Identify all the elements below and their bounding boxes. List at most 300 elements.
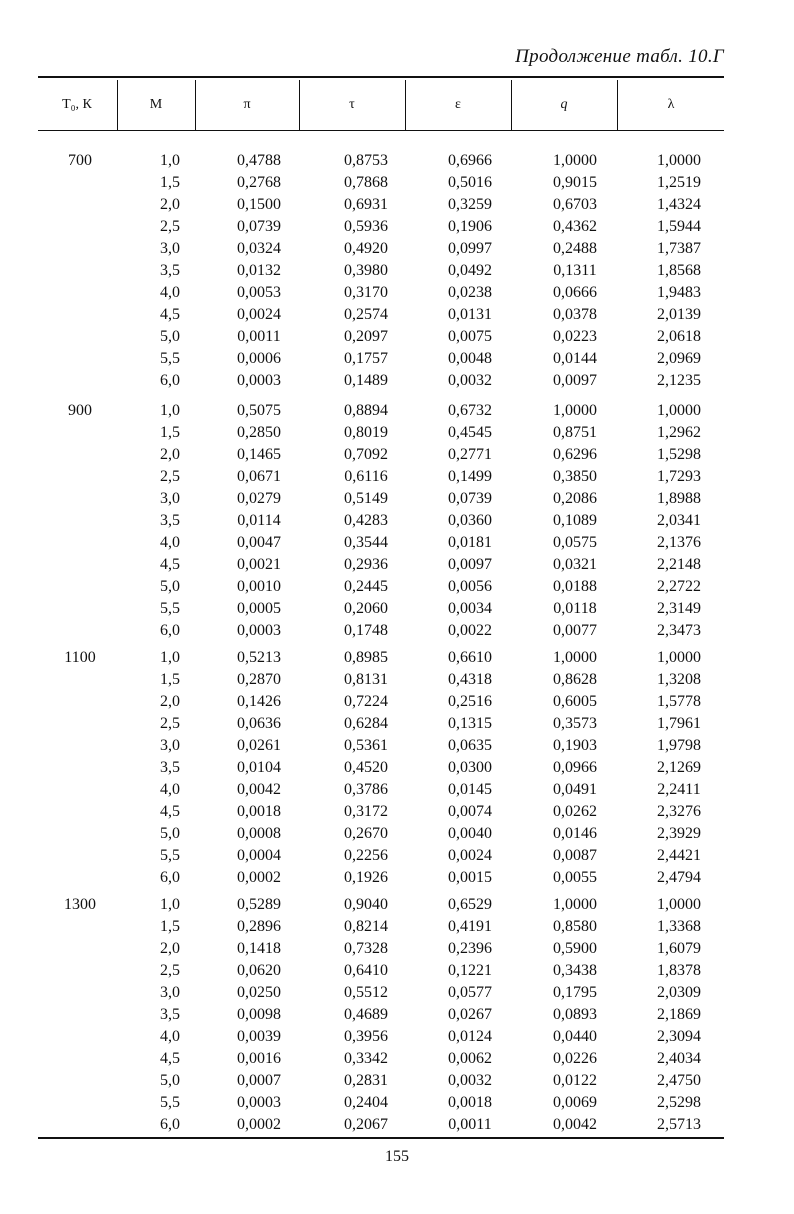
cell-lambda: 2,0341 xyxy=(657,512,701,529)
cell-eps: 0,1499 xyxy=(448,468,492,485)
cell-tau: 0,5512 xyxy=(344,984,388,1001)
cell-pi: 0,0047 xyxy=(237,534,281,551)
header-divider xyxy=(511,80,512,130)
cell-eps: 0,0739 xyxy=(448,490,492,507)
cell-tau: 0,2404 xyxy=(344,1094,388,1111)
cell-tau: 0,1489 xyxy=(344,372,388,389)
cell-tau: 0,6410 xyxy=(344,962,388,979)
cell-pi: 0,0021 xyxy=(237,556,281,573)
cell-tau: 0,2060 xyxy=(344,600,388,617)
cell-eps: 0,3259 xyxy=(448,196,492,213)
cell-m: 5,0 xyxy=(160,328,180,345)
page-number: 155 xyxy=(385,1148,409,1165)
cell-m: 2,0 xyxy=(160,693,180,710)
cell-q: 1,0000 xyxy=(553,402,597,419)
cell-lambda: 1,0000 xyxy=(657,896,701,913)
cell-tau: 0,1926 xyxy=(344,869,388,886)
table-bottom-rule xyxy=(38,1137,724,1139)
cell-lambda: 1,0000 xyxy=(657,152,701,169)
cell-lambda: 2,3929 xyxy=(657,825,701,842)
cell-tau: 0,8019 xyxy=(344,424,388,441)
cell-q: 0,0055 xyxy=(553,869,597,886)
cell-q: 0,0188 xyxy=(553,578,597,595)
cell-q: 0,0378 xyxy=(553,306,597,323)
cell-eps: 0,4545 xyxy=(448,424,492,441)
cell-eps: 0,0048 xyxy=(448,350,492,367)
table-row xyxy=(38,1026,724,1048)
cell-eps: 0,0181 xyxy=(448,534,492,551)
table-row xyxy=(38,867,724,889)
cell-q: 0,0077 xyxy=(553,622,597,639)
cell-m: 4,5 xyxy=(160,803,180,820)
cell-q: 1,0000 xyxy=(553,896,597,913)
cell-lambda: 2,4421 xyxy=(657,847,701,864)
cell-q: 0,0223 xyxy=(553,328,597,345)
cell-m: 2,0 xyxy=(160,446,180,463)
cell-eps: 0,0997 xyxy=(448,240,492,257)
cell-lambda: 2,5713 xyxy=(657,1116,701,1133)
table-row xyxy=(38,960,724,982)
cell-q: 0,2086 xyxy=(553,490,597,507)
header-divider xyxy=(405,80,406,130)
table-row xyxy=(38,1004,724,1026)
cell-eps: 0,0300 xyxy=(448,759,492,776)
cell-pi: 0,0003 xyxy=(237,622,281,639)
cell-eps: 0,4191 xyxy=(448,918,492,935)
cell-eps: 0,0011 xyxy=(448,1116,492,1133)
cell-m: 4,0 xyxy=(160,534,180,551)
cell-lambda: 1,9798 xyxy=(657,737,701,754)
cell-m: 4,5 xyxy=(160,1050,180,1067)
cell-lambda: 1,6079 xyxy=(657,940,701,957)
table-row xyxy=(38,1048,724,1070)
cell-m: 5,5 xyxy=(160,600,180,617)
cell-eps: 0,0024 xyxy=(448,847,492,864)
cell-lambda: 1,8378 xyxy=(657,962,701,979)
cell-q: 0,3573 xyxy=(553,715,597,732)
cell-tau: 0,3544 xyxy=(344,534,388,551)
cell-eps: 0,6529 xyxy=(448,896,492,913)
cell-eps: 0,1906 xyxy=(448,218,492,235)
cell-tau: 0,4920 xyxy=(344,240,388,257)
cell-tau: 0,2574 xyxy=(344,306,388,323)
cell-q: 1,0000 xyxy=(553,152,597,169)
cell-lambda: 2,2722 xyxy=(657,578,701,595)
table-row xyxy=(38,620,724,642)
cell-m: 2,0 xyxy=(160,940,180,957)
cell-eps: 0,4318 xyxy=(448,671,492,688)
cell-pi: 0,5075 xyxy=(237,402,281,419)
cell-pi: 0,0018 xyxy=(237,803,281,820)
cell-lambda: 1,7387 xyxy=(657,240,701,257)
cell-q: 0,0491 xyxy=(553,781,597,798)
table-row xyxy=(38,669,724,691)
cell-tau: 0,5936 xyxy=(344,218,388,235)
cell-lambda: 1,2519 xyxy=(657,174,701,191)
table-row xyxy=(38,938,724,960)
cell-q: 1,0000 xyxy=(553,649,597,666)
cell-lambda: 2,0309 xyxy=(657,984,701,1001)
cell-m: 4,0 xyxy=(160,284,180,301)
table-row xyxy=(38,422,724,444)
continuation-title: Продолжение табл. 10.Г xyxy=(515,46,724,67)
cell-tau: 0,6284 xyxy=(344,715,388,732)
cell-lambda: 2,4794 xyxy=(657,869,701,886)
cell-tau: 0,1748 xyxy=(344,622,388,639)
cell-lambda: 2,5298 xyxy=(657,1094,701,1111)
cell-pi: 0,0261 xyxy=(237,737,281,754)
cell-eps: 0,2516 xyxy=(448,693,492,710)
table-row xyxy=(38,348,724,370)
cell-q: 0,0122 xyxy=(553,1072,597,1089)
cell-tau: 0,8753 xyxy=(344,152,388,169)
cell-lambda: 2,2411 xyxy=(657,781,701,798)
header-divider xyxy=(617,80,618,130)
cell-tau: 0,8985 xyxy=(344,649,388,666)
cell-eps: 0,0097 xyxy=(448,556,492,573)
cell-pi: 0,1418 xyxy=(237,940,281,957)
cell-eps: 0,0018 xyxy=(448,1094,492,1111)
cell-lambda: 1,0000 xyxy=(657,649,701,666)
cell-q: 0,0118 xyxy=(553,600,597,617)
cell-pi: 0,0003 xyxy=(237,1094,281,1111)
cell-m: 1,0 xyxy=(160,896,180,913)
cell-tau: 0,4689 xyxy=(344,1006,388,1023)
cell-q: 0,0144 xyxy=(553,350,597,367)
table-row xyxy=(38,238,724,260)
cell-pi: 0,0042 xyxy=(237,781,281,798)
cell-eps: 0,0238 xyxy=(448,284,492,301)
cell-tau: 0,8894 xyxy=(344,402,388,419)
cell-m: 6,0 xyxy=(160,372,180,389)
cell-eps: 0,0062 xyxy=(448,1050,492,1067)
cell-tau: 0,4520 xyxy=(344,759,388,776)
cell-pi: 0,0053 xyxy=(237,284,281,301)
cell-eps: 0,6966 xyxy=(448,152,492,169)
cell-m: 3,5 xyxy=(160,262,180,279)
cell-pi: 0,0008 xyxy=(237,825,281,842)
cell-q: 0,6005 xyxy=(553,693,597,710)
table-row xyxy=(38,444,724,466)
table-row xyxy=(38,282,724,304)
cell-tau: 0,5361 xyxy=(344,737,388,754)
cell-pi: 0,0636 xyxy=(237,715,281,732)
table-row xyxy=(38,779,724,801)
cell-m: 3,0 xyxy=(160,737,180,754)
header-q: q xyxy=(560,97,568,112)
cell-tau: 0,7092 xyxy=(344,446,388,463)
cell-pi: 0,0003 xyxy=(237,372,281,389)
cell-lambda: 2,0618 xyxy=(657,328,701,345)
cell-q: 0,8751 xyxy=(553,424,597,441)
cell-tau: 0,3342 xyxy=(344,1050,388,1067)
cell-lambda: 2,4034 xyxy=(657,1050,701,1067)
cell-eps: 0,0075 xyxy=(448,328,492,345)
cell-tau: 0,2831 xyxy=(344,1072,388,1089)
cell-m: 3,0 xyxy=(160,984,180,1001)
header-divider xyxy=(117,80,118,130)
cell-m: 1,5 xyxy=(160,424,180,441)
table-row xyxy=(38,554,724,576)
table-row xyxy=(38,532,724,554)
cell-tau: 0,2256 xyxy=(344,847,388,864)
table-row xyxy=(38,400,724,422)
cell-m: 4,0 xyxy=(160,781,180,798)
cell-m: 2,5 xyxy=(160,962,180,979)
cell-tau: 0,7328 xyxy=(344,940,388,957)
cell-q: 0,0893 xyxy=(553,1006,597,1023)
cell-q: 0,0575 xyxy=(553,534,597,551)
cell-lambda: 1,9483 xyxy=(657,284,701,301)
cell-eps: 0,2396 xyxy=(448,940,492,957)
cell-eps: 0,0034 xyxy=(448,600,492,617)
cell-eps: 0,0040 xyxy=(448,825,492,842)
cell-eps: 0,0032 xyxy=(448,1072,492,1089)
cell-q: 0,0666 xyxy=(553,284,597,301)
cell-lambda: 1,0000 xyxy=(657,402,701,419)
cell-q: 0,0069 xyxy=(553,1094,597,1111)
cell-pi: 0,1465 xyxy=(237,446,281,463)
cell-tau: 0,7224 xyxy=(344,693,388,710)
cell-q: 0,3850 xyxy=(553,468,597,485)
cell-m: 6,0 xyxy=(160,869,180,886)
table-row xyxy=(38,1070,724,1092)
cell-tau: 0,2067 xyxy=(344,1116,388,1133)
cell-tau: 0,2445 xyxy=(344,578,388,595)
cell-q: 0,1089 xyxy=(553,512,597,529)
cell-tau: 0,7868 xyxy=(344,174,388,191)
cell-m: 3,0 xyxy=(160,490,180,507)
cell-pi: 0,2768 xyxy=(237,174,281,191)
header-pi: π xyxy=(243,97,251,112)
cell-lambda: 1,3368 xyxy=(657,918,701,935)
cell-eps: 0,2771 xyxy=(448,446,492,463)
cell-pi: 0,0671 xyxy=(237,468,281,485)
cell-lambda: 1,4324 xyxy=(657,196,701,213)
cell-q: 0,6296 xyxy=(553,446,597,463)
cell-tau: 0,8131 xyxy=(344,671,388,688)
cell-pi: 0,0002 xyxy=(237,1116,281,1133)
cell-pi: 0,0011 xyxy=(237,328,281,345)
cell-pi: 0,0039 xyxy=(237,1028,281,1045)
cell-tau: 0,9040 xyxy=(344,896,388,913)
cell-q: 0,6703 xyxy=(553,196,597,213)
cell-eps: 0,0360 xyxy=(448,512,492,529)
cell-lambda: 2,3473 xyxy=(657,622,701,639)
cell-tau: 0,1757 xyxy=(344,350,388,367)
cell-m: 1,5 xyxy=(160,671,180,688)
cell-pi: 0,0132 xyxy=(237,262,281,279)
cell-eps: 0,5016 xyxy=(448,174,492,191)
table-top-rule xyxy=(38,76,724,78)
cell-pi: 0,0007 xyxy=(237,1072,281,1089)
cell-tau: 0,6931 xyxy=(344,196,388,213)
cell-eps: 0,0131 xyxy=(448,306,492,323)
cell-lambda: 2,3276 xyxy=(657,803,701,820)
cell-tau: 0,3956 xyxy=(344,1028,388,1045)
cell-tau: 0,4283 xyxy=(344,512,388,529)
cell-tau: 0,2097 xyxy=(344,328,388,345)
cell-m: 1,0 xyxy=(160,152,180,169)
cell-tau: 0,2936 xyxy=(344,556,388,573)
cell-pi: 0,0104 xyxy=(237,759,281,776)
table-row xyxy=(38,150,724,172)
cell-lambda: 2,1376 xyxy=(657,534,701,551)
cell-eps: 0,1221 xyxy=(448,962,492,979)
cell-eps: 0,0056 xyxy=(448,578,492,595)
table-header xyxy=(38,80,724,130)
cell-lambda: 1,3208 xyxy=(657,671,701,688)
cell-m: 2,5 xyxy=(160,218,180,235)
cell-q: 0,3438 xyxy=(553,962,597,979)
cell-m: 4,5 xyxy=(160,556,180,573)
cell-m: 4,5 xyxy=(160,306,180,323)
cell-m: 2,0 xyxy=(160,196,180,213)
cell-eps: 0,6732 xyxy=(448,402,492,419)
cell-q: 0,9015 xyxy=(553,174,597,191)
table-row xyxy=(38,172,724,194)
cell-lambda: 1,5778 xyxy=(657,693,701,710)
cell-pi: 0,2850 xyxy=(237,424,281,441)
cell-tau: 0,6116 xyxy=(344,468,388,485)
cell-eps: 0,0635 xyxy=(448,737,492,754)
table-row xyxy=(38,576,724,598)
cell-pi: 0,5213 xyxy=(237,649,281,666)
cell-q: 0,1903 xyxy=(553,737,597,754)
cell-eps: 0,0124 xyxy=(448,1028,492,1045)
cell-pi: 0,0114 xyxy=(237,512,281,529)
cell-m: 6,0 xyxy=(160,1116,180,1133)
table-row xyxy=(38,326,724,348)
cell-pi: 0,0250 xyxy=(237,984,281,1001)
header-divider xyxy=(195,80,196,130)
cell-tau: 0,8214 xyxy=(344,918,388,935)
table-row xyxy=(38,757,724,779)
table-row xyxy=(38,488,724,510)
table-row xyxy=(38,647,724,669)
group-t0-label: 1300 xyxy=(64,896,96,913)
cell-pi: 0,0098 xyxy=(237,1006,281,1023)
cell-q: 0,0321 xyxy=(553,556,597,573)
cell-q: 0,5900 xyxy=(553,940,597,957)
cell-lambda: 1,8568 xyxy=(657,262,701,279)
cell-pi: 0,0005 xyxy=(237,600,281,617)
cell-pi: 0,5289 xyxy=(237,896,281,913)
cell-eps: 0,0015 xyxy=(448,869,492,886)
group-t0-label: 700 xyxy=(68,152,92,169)
table-row xyxy=(38,691,724,713)
cell-eps: 0,0492 xyxy=(448,262,492,279)
cell-m: 4,0 xyxy=(160,1028,180,1045)
cell-m: 3,5 xyxy=(160,1006,180,1023)
table-row xyxy=(38,370,724,392)
cell-eps: 0,1315 xyxy=(448,715,492,732)
header-eps: ε xyxy=(455,97,461,112)
cell-q: 0,0966 xyxy=(553,759,597,776)
cell-lambda: 1,7293 xyxy=(657,468,701,485)
table-row xyxy=(38,845,724,867)
header-bottom-rule xyxy=(38,130,724,131)
header-m: M xyxy=(149,97,163,112)
cell-m: 5,5 xyxy=(160,350,180,367)
cell-lambda: 1,8988 xyxy=(657,490,701,507)
cell-pi: 0,0279 xyxy=(237,490,281,507)
cell-q: 0,0087 xyxy=(553,847,597,864)
cell-m: 3,0 xyxy=(160,240,180,257)
cell-m: 2,5 xyxy=(160,715,180,732)
cell-pi: 0,0739 xyxy=(237,218,281,235)
cell-pi: 0,2896 xyxy=(237,918,281,935)
header-lambda: λ xyxy=(667,97,675,112)
cell-pi: 0,0002 xyxy=(237,869,281,886)
cell-pi: 0,0324 xyxy=(237,240,281,257)
cell-m: 5,0 xyxy=(160,825,180,842)
group-t0-label: 900 xyxy=(68,402,92,419)
cell-lambda: 1,7961 xyxy=(657,715,701,732)
cell-q: 0,0440 xyxy=(553,1028,597,1045)
cell-m: 5,0 xyxy=(160,578,180,595)
cell-lambda: 2,4750 xyxy=(657,1072,701,1089)
cell-eps: 0,0022 xyxy=(448,622,492,639)
table-row xyxy=(38,823,724,845)
cell-pi: 0,0024 xyxy=(237,306,281,323)
cell-m: 1,0 xyxy=(160,649,180,666)
cell-tau: 0,3172 xyxy=(344,803,388,820)
cell-eps: 0,0032 xyxy=(448,372,492,389)
table-row xyxy=(38,304,724,326)
table-row xyxy=(38,510,724,532)
cell-tau: 0,3786 xyxy=(344,781,388,798)
cell-lambda: 2,1235 xyxy=(657,372,701,389)
cell-m: 3,5 xyxy=(160,512,180,529)
table-row xyxy=(38,916,724,938)
table-row xyxy=(38,260,724,282)
header-tau: τ xyxy=(349,97,355,112)
cell-eps: 0,0577 xyxy=(448,984,492,1001)
cell-lambda: 2,0139 xyxy=(657,306,701,323)
cell-q: 0,4362 xyxy=(553,218,597,235)
cell-q: 0,0262 xyxy=(553,803,597,820)
cell-m: 1,0 xyxy=(160,402,180,419)
cell-q: 0,2488 xyxy=(553,240,597,257)
cell-pi: 0,1426 xyxy=(237,693,281,710)
header-divider xyxy=(299,80,300,130)
cell-tau: 0,5149 xyxy=(344,490,388,507)
cell-m: 5,5 xyxy=(160,847,180,864)
cell-pi: 0,0004 xyxy=(237,847,281,864)
cell-tau: 0,2670 xyxy=(344,825,388,842)
cell-q: 0,1311 xyxy=(553,262,597,279)
cell-lambda: 1,5298 xyxy=(657,446,701,463)
cell-q: 0,8628 xyxy=(553,671,597,688)
cell-lambda: 1,5944 xyxy=(657,218,701,235)
cell-pi: 0,1500 xyxy=(237,196,281,213)
cell-lambda: 1,2962 xyxy=(657,424,701,441)
cell-lambda: 2,0969 xyxy=(657,350,701,367)
cell-q: 0,1795 xyxy=(553,984,597,1001)
cell-eps: 0,0267 xyxy=(448,1006,492,1023)
cell-pi: 0,2870 xyxy=(237,671,281,688)
table-row xyxy=(38,216,724,238)
cell-lambda: 2,2148 xyxy=(657,556,701,573)
cell-eps: 0,6610 xyxy=(448,649,492,666)
group-t0-label: 1100 xyxy=(64,649,96,666)
cell-q: 0,0042 xyxy=(553,1116,597,1133)
cell-q: 0,0146 xyxy=(553,825,597,842)
cell-eps: 0,0074 xyxy=(448,803,492,820)
cell-lambda: 2,1269 xyxy=(657,759,701,776)
cell-q: 0,0097 xyxy=(553,372,597,389)
